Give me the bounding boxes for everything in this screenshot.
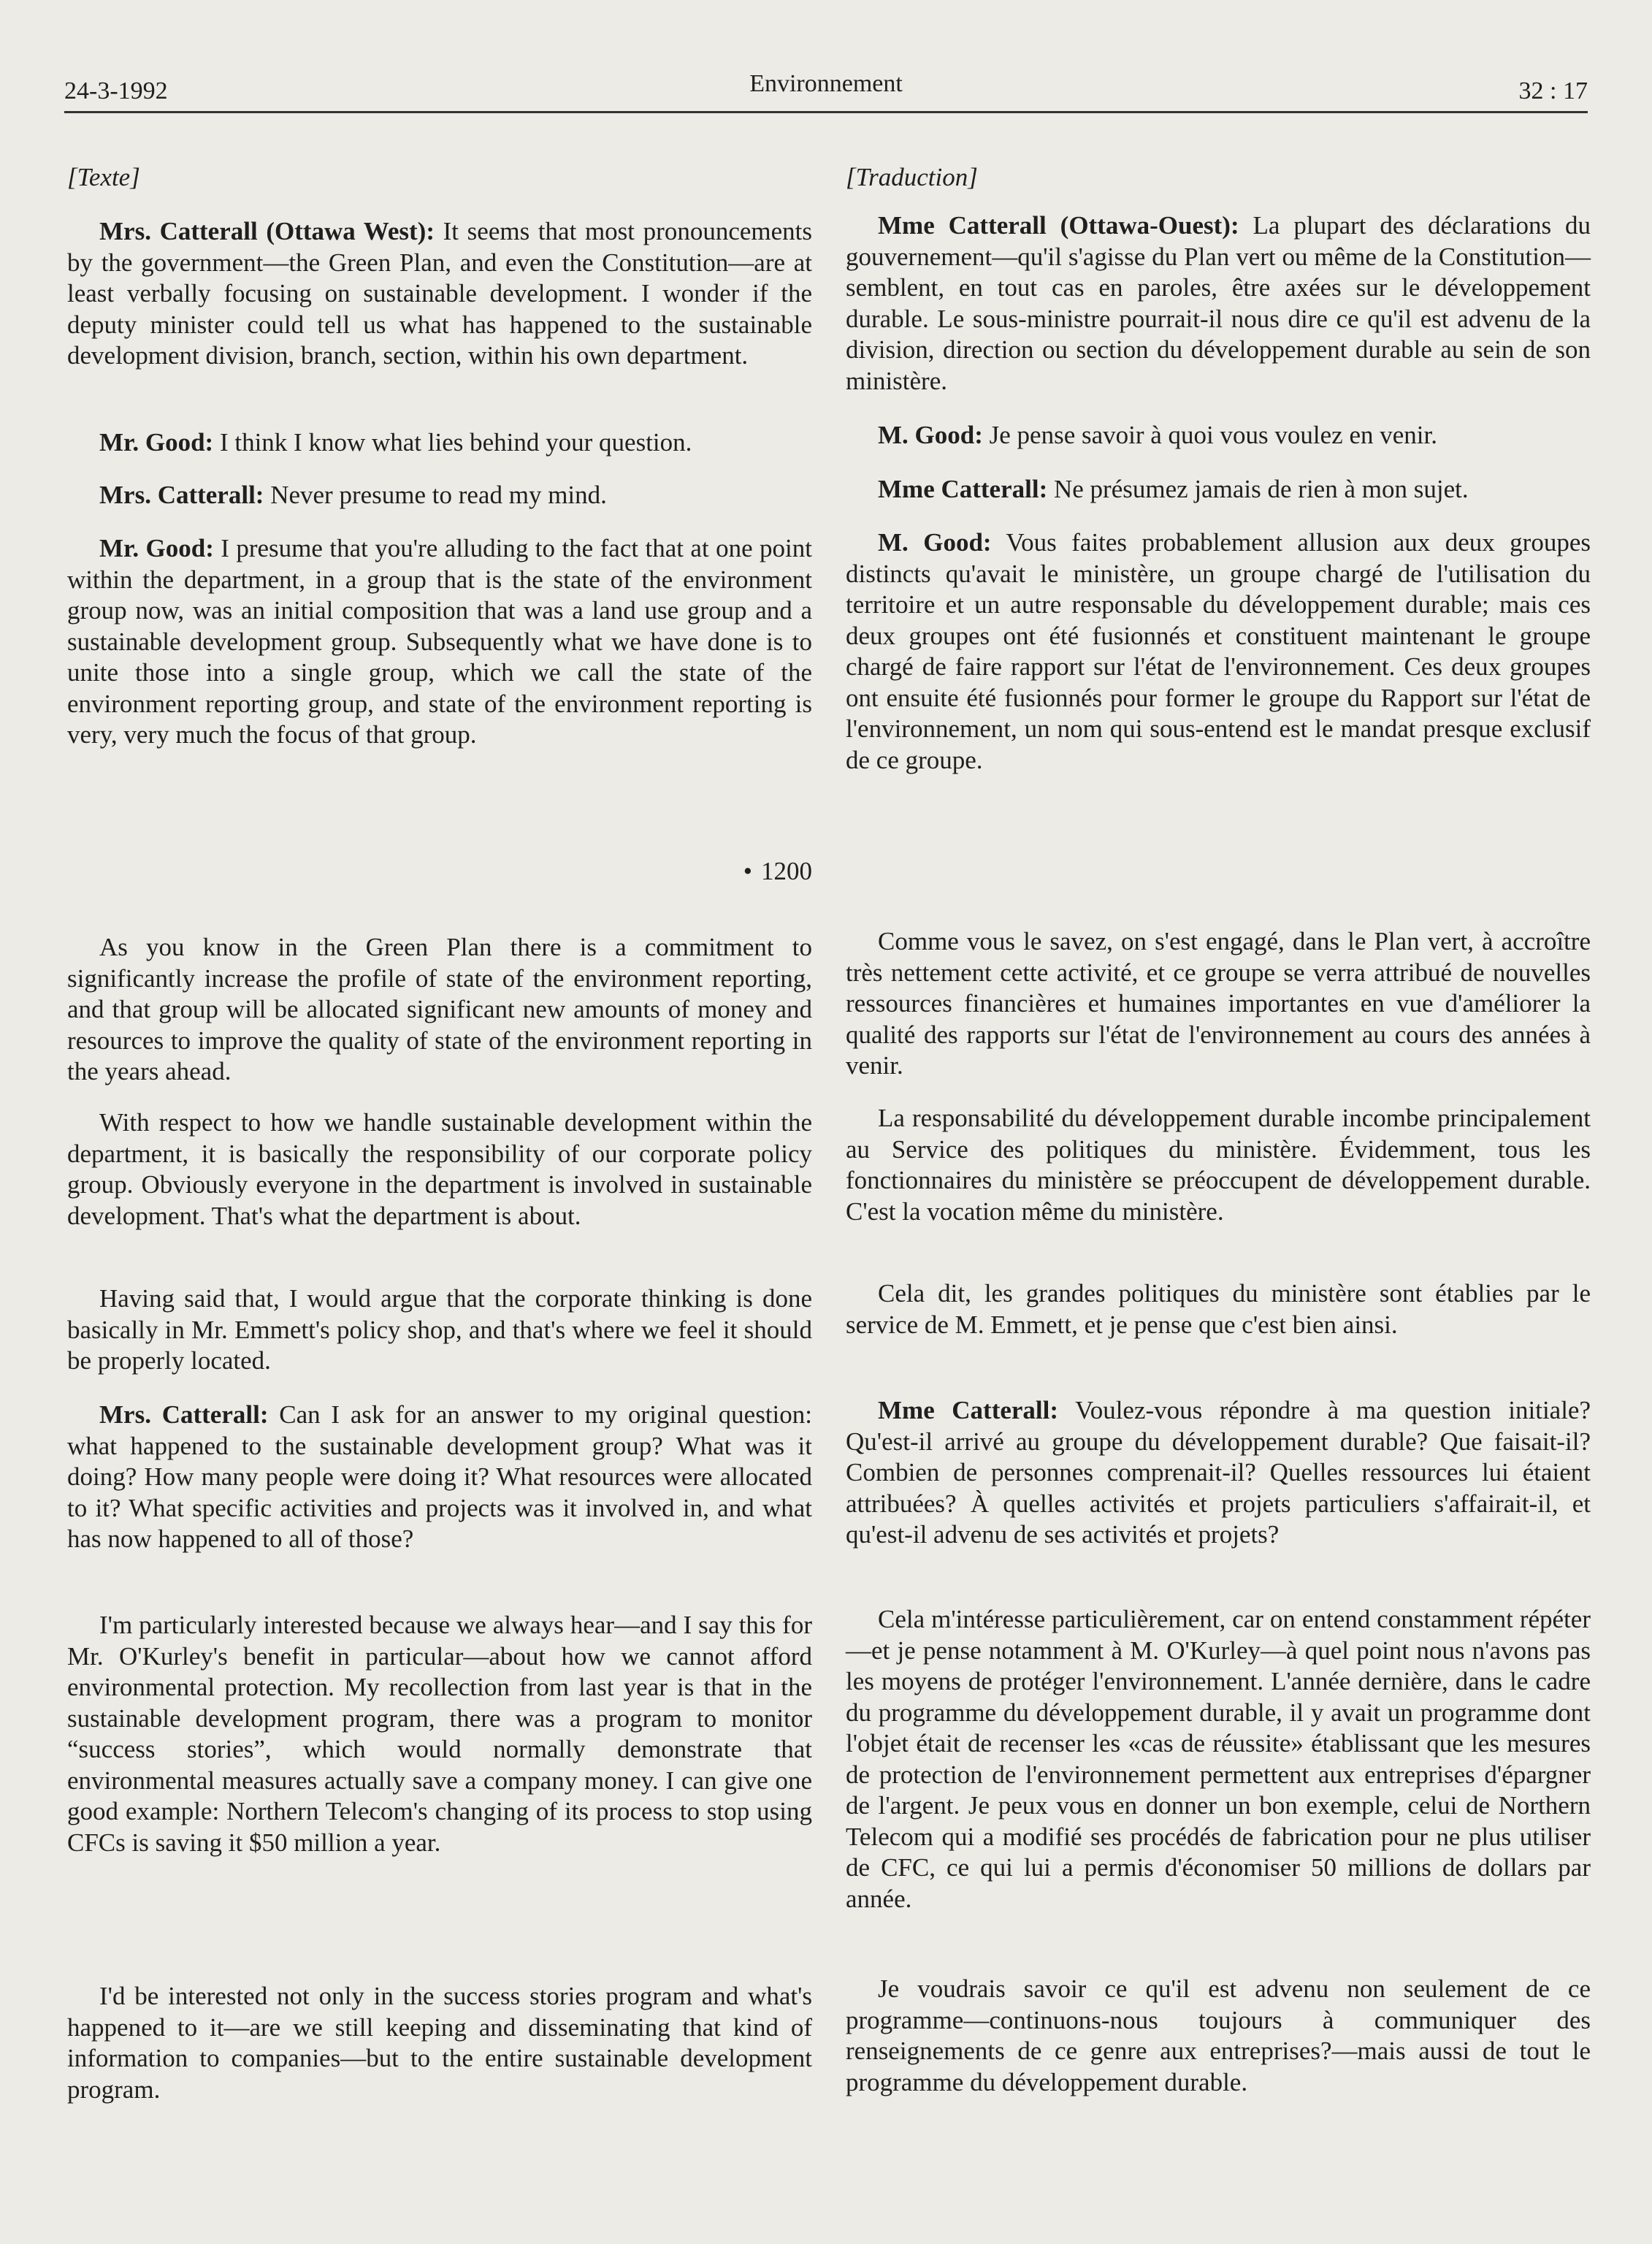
paragraph	[846, 1395, 1591, 1551]
speech-text: I think I know what lies behind your question.	[213, 428, 692, 457]
paragraph	[846, 474, 1591, 505]
header-title: Environnement	[749, 70, 903, 97]
paragraph: Je voudrais savoir ce qu'il est advenu non seulement de ce programme—continuons-nous toujours à communiquer des renseignements de ce genre aux entreprises?—mais aussi de tout le programme du développement durable.	[846, 1974, 1591, 2096]
paragraph: As you know in the Green Plan there is a commitment to significantly increase the profile of state of the environment reporting, and that group will be allocated significant new amounts of money and resources to improve the quality of state of the environment reporting in the years ahead.	[67, 933, 812, 1085]
page-header	[64, 70, 1588, 113]
speech-text: Je pense savoir à quoi vous voulez en venir.	[982, 421, 1437, 449]
speech-text: Can I ask for an answer to my original question: what happened to the sustainable development group? What was it doing? How many people were doing it? What resources were allocated to it? What specific activities and projects was it involved in, and what has now happened to all of those?	[67, 1400, 813, 1553]
speech-text: Ne présumez jamais de rien à mon sujet.	[1047, 475, 1469, 503]
paragraph: I'd be interested not only in the success stories program and what's happened to it—are we still keeping and disseminating that kind of information to companies—but to the entire sustainable development program.	[67, 1982, 812, 2104]
speaker-name: Mrs. Catterall:	[99, 1400, 269, 1429]
paragraph: With respect to how we handle sustainable development within the department, it is basically the responsibility of our corporate policy group. Obviously everyone in the department is involved in sustainable development. That's what the department is about.	[67, 1108, 812, 1230]
speech-text: I presume that you're alluding to the fact that at one point within the department, in a group that is the state of the environment group now, was an initial composition that was a land use group and a sustainable development group. Subsequently what we have done is to unite those into a single group, which we call the state of the environment reporting group, and state of the environment reporting is very, very much the focus of that group.	[67, 534, 812, 749]
speaker-name: Mr. Good:	[99, 428, 214, 457]
paragraph: Having said that, I would argue that the corporate thinking is done basically in Mr. Emmett's policy shop, and that's where we feel it should be properly located.	[67, 1284, 812, 1375]
paragraph	[67, 1400, 812, 1555]
speaker-name: Mme Catterall:	[878, 1396, 1059, 1424]
paragraph	[846, 527, 1591, 776]
speaker-name: Mr. Good:	[99, 534, 214, 562]
paragraph: Cela dit, les grandes politiques du ministère sont établies par le service de M. Emmett, et je pense que c'est bien ainsi.	[846, 1279, 1591, 1339]
speaker-name: Mrs. Catterall:	[99, 481, 264, 509]
speech-text: La plupart des déclarations du gouvernement—qu'il s'agisse du Plan vert ou même de la Constitution—semblent, en tout cas en paroles, être axées sur le développement durable. Le sous-ministre pourrait-il nous dire ce qu'il est advenu de la division, direction ou section du développement durable au sein de son ministère.	[846, 211, 1591, 395]
paragraph: La responsabilité du développement durable incombe principalement au Service des politiques du ministère. Évidemment, tous les fonctionnaires du ministère se préoccupent de développement durable. C'est la vocation même du ministère.	[846, 1104, 1591, 1226]
paragraph: I'm particularly interested because we always hear—and I say this for Mr. O'Kurley's benefit in particular—about how we cannot afford environmental protection. My recollection from last year is that in the sustainable development program, there was a program to monitor “success stories”, which would normally demonstrate that environmental measures actually save a company money. I can give one good example: Northern Telecom's changing of its process to stop using CFCs is saving it $50 million a year.	[67, 1611, 812, 1857]
speaker-name: Mrs. Catterall (Ottawa West):	[99, 217, 435, 245]
paragraph: Cela m'intéresse particulièrement, car on entend constamment répéter—et je pense notamment à M. O'Kurley—à quel point nous n'avons pas les moyens de protéger l'environnement. L'année dernière, dans le cadre du programme du développement durable, il y avait un programme dont l'objet était de recenser les «cas de réussite» établissant que les mesures de protection de l'environnement permettent aux entreprises d'épargner de l'argent. Je peux vous en donner un bon exemple, celui de Northern Telecom qui a modifié ses procédés de fabrication pour ne plus utiliser de CFC, ce qui lui a permis d'économiser 50 millions de dollars par année.	[846, 1605, 1591, 1913]
speaker-name: M. Good:	[878, 528, 992, 557]
paragraph	[67, 427, 812, 459]
paragraph	[846, 210, 1591, 397]
speech-text: Never presume to read my mind.	[264, 481, 607, 509]
speech-text: Voulez-vous répondre à ma question initiale? Qu'est-il arrivé au groupe du développement durable? Que faisait-il? Combien de personnes comprenait-il? Quelles ressources lui étaient attribuées? À quelles activités et projets particuliers s'affairait-il, et qu'est-il advenu de ses activités et projets?	[846, 1396, 1591, 1549]
text-label: [Texte]	[67, 163, 140, 191]
paragraph	[67, 216, 812, 372]
paragraph	[67, 480, 812, 511]
paragraph: Comme vous le savez, on s'est engagé, dans le Plan vert, à accroître très nettement cette activité, et ce groupe se verra attribué de nouvelles ressources financières et humaines importantes en vue d'améliorer la qualité des rapports sur l'état de l'environnement au cours des années à venir.	[846, 927, 1591, 1080]
speech-text: Vous faites probablement allusion aux deux groupes distincts qu'avait le ministère, un groupe chargé de l'utilisation du territoire et un autre responsable du développement durable; mais ces deux groupes ont été fusionnés et constituent maintenant le groupe chargé de faire rapport sur l'état de l'environnement. Ces deux groupes ont ensuite été fusionnés pour former le groupe du Rapport sur l'état de l'environnement, un nom qui sous-entend est le mandat presque exclusif de ce groupe.	[846, 528, 1591, 774]
speech-text: It seems that most pronouncements by the government—the Green Plan, and even the Constitution—are at least verbally focusing on sustainable development. I wonder if the deputy minister could tell us what has happened to the sustainable development division, branch, section, within his own department.	[67, 217, 812, 370]
time-stamp: 1200	[761, 857, 812, 885]
header-date: 24-3-1992	[64, 77, 168, 104]
header-page-number: 32 : 17	[1518, 77, 1588, 104]
translation-label: [Traduction]	[846, 163, 978, 191]
paragraph	[67, 533, 812, 751]
bullet-icon: •	[743, 857, 752, 885]
speaker-name: Mme Catterall (Ottawa-Ouest):	[878, 211, 1239, 240]
speaker-name: M. Good:	[878, 421, 983, 449]
paragraph	[846, 420, 1591, 451]
time-marker	[666, 856, 812, 888]
speaker-name: Mme Catterall:	[878, 475, 1048, 503]
